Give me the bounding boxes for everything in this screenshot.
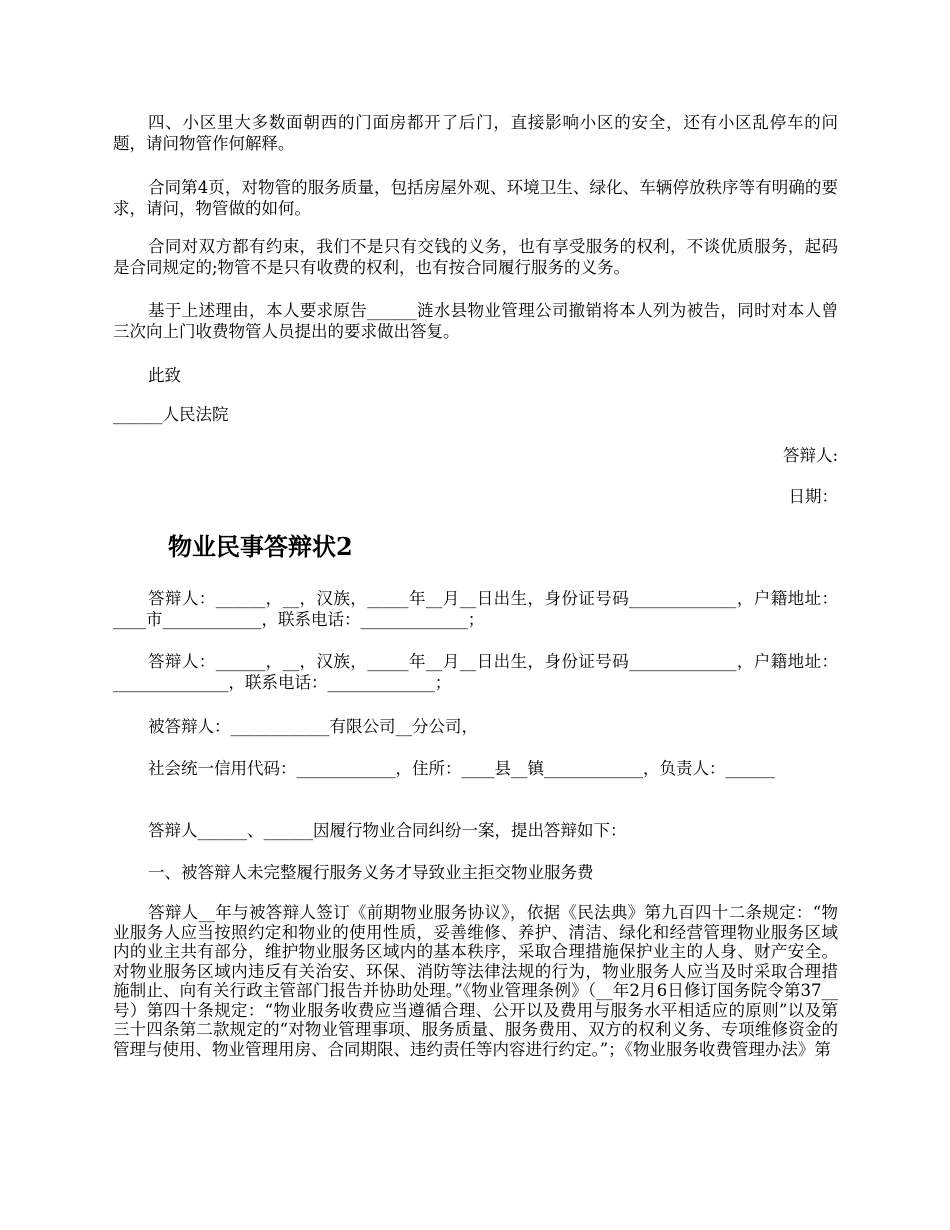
signature-date: 日期： — [788, 487, 838, 506]
paragraph-case-intro: 答辩人______、______因履行物业合同纠纷一案，提出答辩如下： — [148, 821, 627, 840]
paragraph-request: 基于上述理由，本人要求原告______涟水县物业管理公司撤销将本人列为被告，同时对本人曾三次向上门收费物管人员提出的要求做出答复。 — [113, 301, 838, 341]
paragraph-respondent-2: 答辩人：______，__，汉族，_____年__月__日出生，身份证号码_____________，户籍地址：______________，联系电话：_____________； — [113, 652, 838, 692]
document-title: 物业民事答辩状2 — [168, 532, 353, 561]
paragraph-legal-basis: 答辩人__年与被答辩人签订《前期物业服务协议》，依据《民法典》第九百四十二条规定：“物业服务人应当按照约定和物业的使用性质，妥善维修、养护、清洁、绿化和经营管理物业服务区域内的业主共有部分，维护物业服务区域内的基本秩序，采取合理措施保护业主的人身、财产安全。对物业服务区域内违反有关治安、环保、消防等法律法规的行为，物业服务人应当及时采取合理措施制止、向有关行政主管部门报告并协助处理。”《物业管理条例》（__年2月6日修订国务院令第37__号）第四十条规定：“物业服务收费应当遵循合理、公开以及费用与服务水平相适应的原则”以及第三十四条第二款规定的“对物业管理事项、服务质量、服务费用、双方的权利义务、专项维修资金的管理与使用、物业管理用房、合同期限、违约责任等内容进行约定。”；《物业服务收费管理办法》第 — [113, 903, 838, 1059]
respondent-signature: 答辩人: — [782, 446, 838, 465]
paragraph-service-quality: 合同第4页，对物管的服务质量，包括房屋外观、环境卫生、绿化、车辆停放秩序等有明确的要求，请问，物管做的如何。 — [113, 178, 838, 218]
paragraph-opposing-party: 被答辩人：____________有限公司__分公司， — [148, 717, 478, 736]
paragraph-respondent-1: 答辩人：______，__，汉族，_____年__月__日出生，身份证号码_____________，户籍地址：____市____________，联系电话：_____________； — [113, 589, 838, 629]
paragraph-backdoor-issue: 四、小区里大多数面朝西的门面房都开了后门，直接影响小区的安全，还有小区乱停车的问题，请问物管作何解释。 — [113, 113, 838, 153]
paragraph-point-one: 一、被答辩人未完整履行服务义务才导致业主拒交物业服务费 — [148, 863, 594, 882]
court-name: ______人民法院 — [113, 405, 229, 424]
paragraph-credit-code: 社会统一信用代码：____________，住所：____县__镇____________，负责人：______ — [148, 759, 775, 778]
paragraph-mutual-obligations: 合同对双方都有约束，我们不是只有交钱的义务，也有享受服务的权利，不谈优质服务，起码是合同规定的;物管不是只有收费的权利，也有按合同履行服务的义务。 — [113, 237, 838, 277]
salutation: 此致 — [148, 366, 181, 385]
